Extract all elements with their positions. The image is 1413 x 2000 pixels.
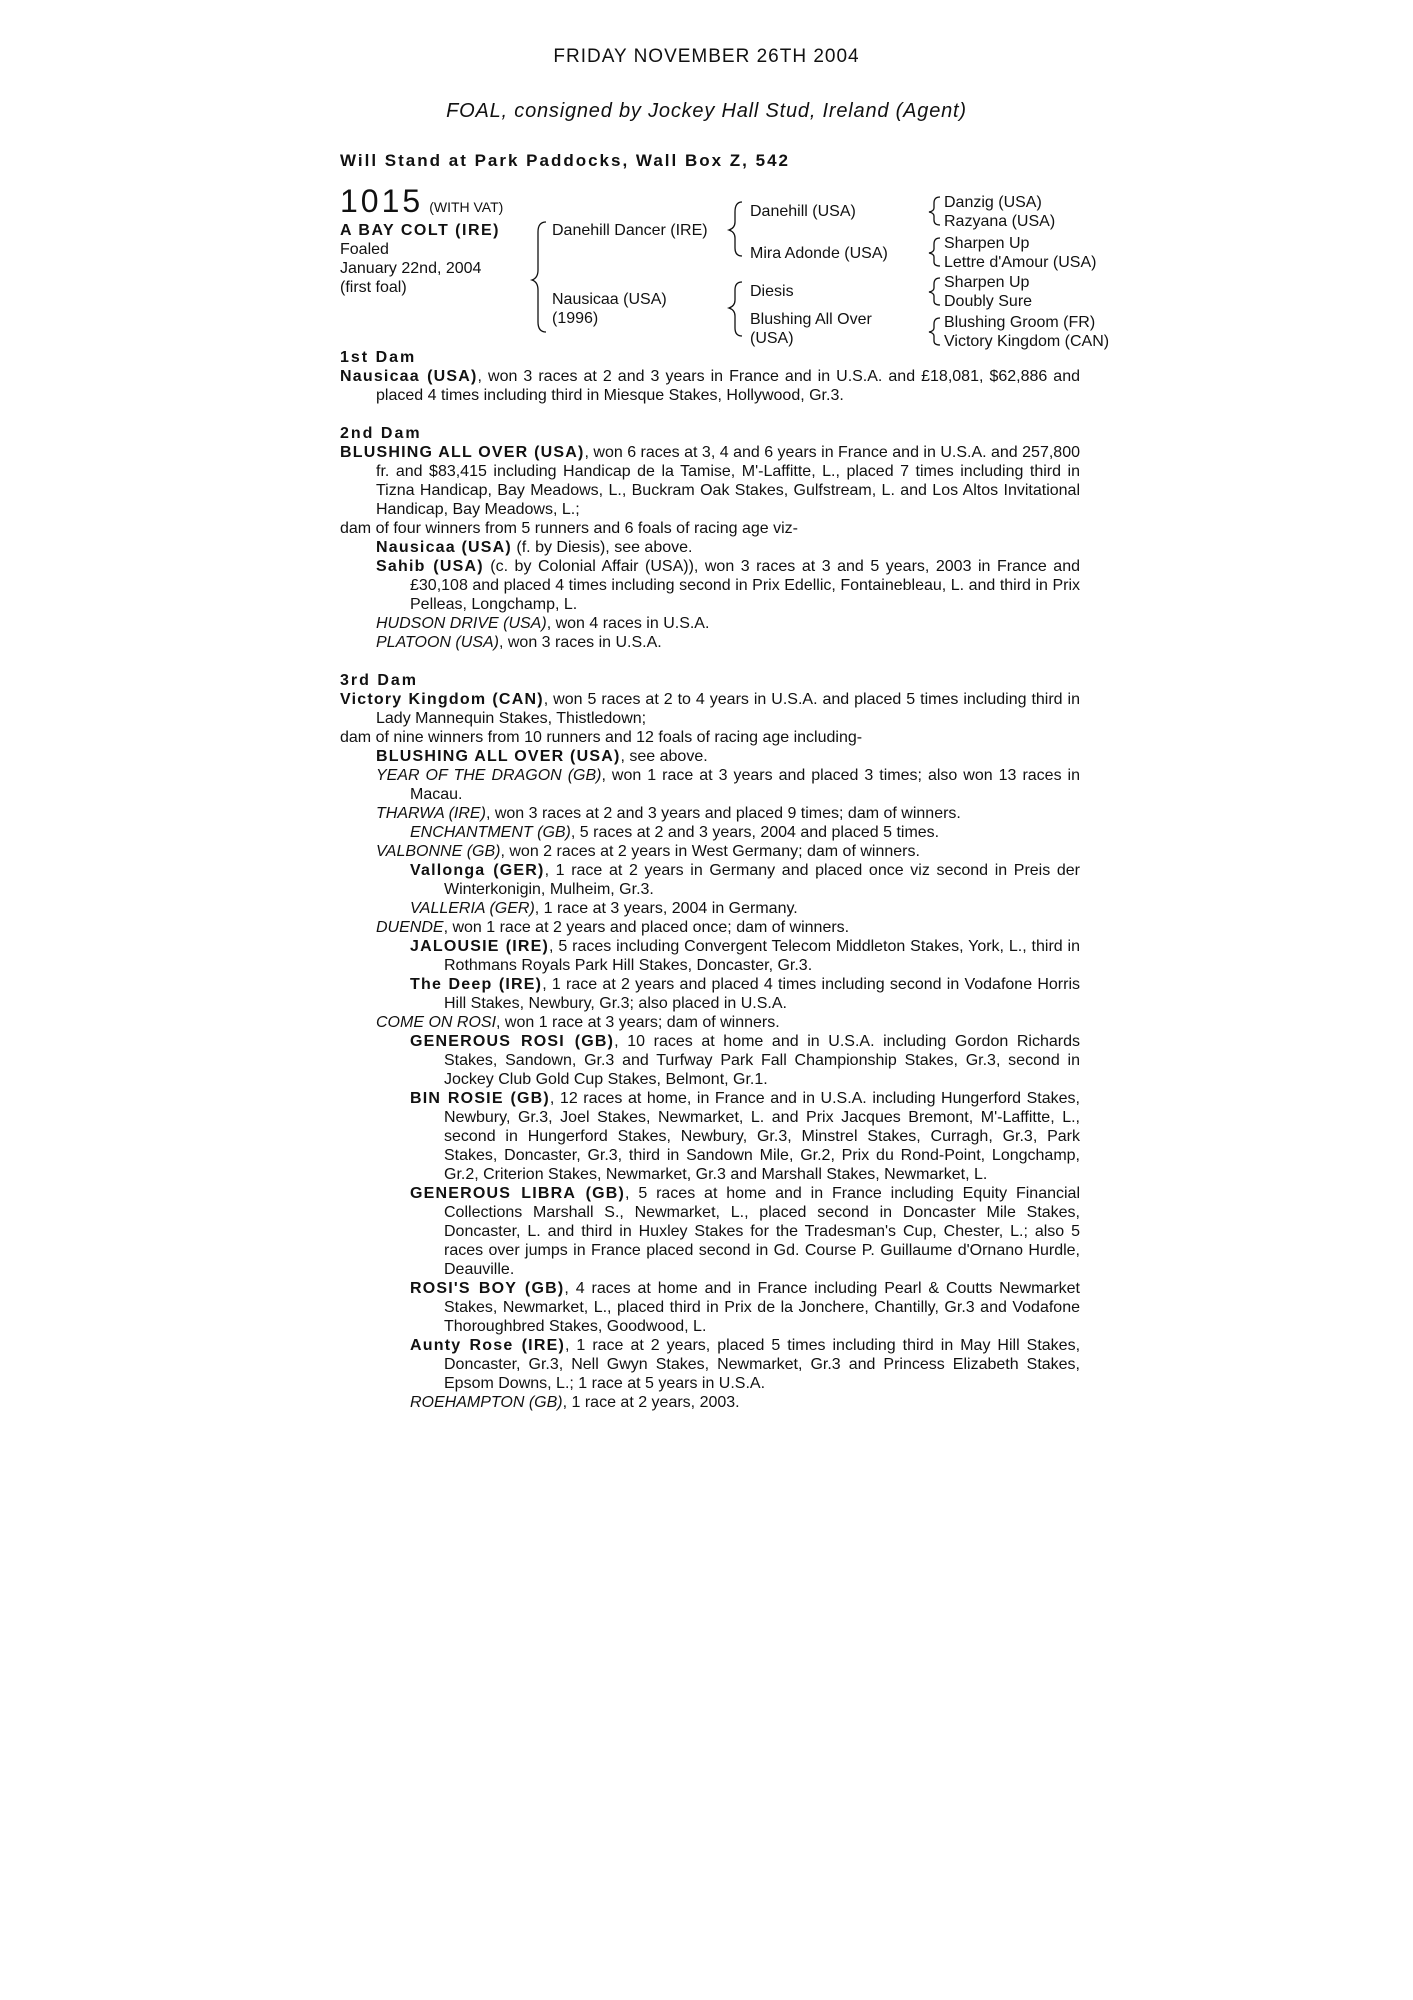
third-dam-progeny-13 bbox=[340, 1089, 1080, 1184]
foal-note: (first foal) bbox=[340, 279, 407, 296]
progeny-name: Vallonga (GER) bbox=[410, 862, 545, 879]
progeny-text: , won 1 race at 3 years; dam of winners. bbox=[496, 1014, 780, 1031]
progeny-text: , won 3 races in U.S.A. bbox=[498, 634, 662, 651]
produce-record bbox=[340, 348, 1080, 1412]
progeny-name: YEAR OF THE DRAGON (GB) bbox=[376, 767, 602, 784]
progeny-name: HUDSON DRIVE (USA) bbox=[376, 615, 547, 632]
first-dam-name: Nausicaa (USA) bbox=[340, 368, 478, 385]
third-dam-progeny-7 bbox=[340, 899, 1080, 918]
progeny-text: , see above. bbox=[620, 748, 708, 765]
dam-dam-dam: Victory Kingdom (CAN) bbox=[944, 333, 1110, 350]
sire-dam-dam: Lettre d'Amour (USA) bbox=[944, 254, 1097, 271]
progeny-name: Aunty Rose (IRE) bbox=[410, 1337, 565, 1354]
progeny-text: , 5 races including Convergent Telecom Middleton Stakes, York, L., third in Rothmans Royals Park Hill Stakes, Doncaster, Gr.3. bbox=[444, 938, 1081, 974]
sire: Danehill Dancer (IRE) bbox=[552, 222, 708, 239]
dam-year: (1996) bbox=[552, 310, 599, 327]
third-dam-progeny-9 bbox=[340, 937, 1080, 975]
foaled-label: Foaled bbox=[340, 241, 389, 258]
third-dam-progeny-15 bbox=[340, 1279, 1080, 1336]
first-dam-text: , won 3 races at 2 and 3 years in France and in U.S.A. and £18,081, $62,886 and placed 4 times including third in Miesque Stakes, Hollywood, Gr.3. bbox=[376, 368, 1080, 404]
progeny-text: , 1 race at 2 years and placed 4 times including second in Vodafone Horris Hill Stakes, Newbury, Gr.3; also placed in U.S.A. bbox=[444, 976, 1080, 1012]
foaled-date: January 22nd, 2004 bbox=[340, 260, 482, 277]
dam-name: Nausicaa (USA) bbox=[552, 291, 667, 308]
lot-number: 1015 bbox=[340, 183, 424, 219]
progeny-text: , 4 races at home and in France including Pearl & Coutts Newmarket Stakes, Newmarket, L., placed third in Prix de la Jonchere, Chantilly, Gr.3 and Vodafone Thoroughbred Stakes, Goodwood, L. bbox=[444, 1280, 1080, 1335]
second-dam-progeny-2 bbox=[340, 557, 1080, 614]
progeny-text: , 1 race at 3 years, 2004 in Germany. bbox=[534, 900, 798, 917]
third-dam-progeny-2 bbox=[340, 766, 1080, 804]
second-dam-progeny-1 bbox=[340, 538, 1080, 557]
progeny-name: Sahib (USA) bbox=[376, 558, 484, 575]
third-dam-progeny-14 bbox=[340, 1184, 1080, 1279]
second-dam-name: BLUSHING ALL OVER (USA) bbox=[340, 444, 585, 461]
third-dam-progeny-5 bbox=[340, 842, 1080, 861]
progeny-text: , 12 races at home, in France and in U.S.A. including Hungerford Stakes, Newbury, Gr.3, Joel Stakes, Newmarket, L. and Prix Jacques Bremont, M'-Laffitte, L., second in Hungerford Stakes, Newbury, Gr.3, Minstrel Stakes, Curragh, Gr.3, Park Stakes, Doncaster, Gr.3, third in Sandown Mile, Gr.2, Prix du Rond-Point, Longchamp, Gr.2, Criterion Stakes, Newmarket, Gr.3 and Marshall Stakes, Newmarket, L. bbox=[444, 1090, 1080, 1183]
third-dam-progeny-10 bbox=[340, 975, 1080, 1013]
sale-date: FRIDAY NOVEMBER 26TH 2004 bbox=[553, 46, 860, 67]
progeny-name: ROEHAMPTON (GB) bbox=[410, 1394, 563, 1411]
first-dam-heading: 1st Dam bbox=[340, 349, 417, 366]
progeny-text: , 1 race at 2 years in Germany and placed once viz second in Preis der Winterkonigin, Mulheim, Gr.3. bbox=[444, 862, 1081, 898]
sire-dam: Mira Adonde (USA) bbox=[750, 245, 888, 262]
progeny-text: , 5 races at home and in France including Equity Financial Collections Marshall S., Newmarket, L., placed second in Doncaster Mile Stakes, Doncaster, L. and third in Huxley Stakes for the Tradesman's Cup, Chester, L.; also 5 races over jumps in France placed second in Gd. Course P. Guillaume d'Ornano Hurdle, Deauville. bbox=[444, 1185, 1080, 1278]
third-dam-progeny-8 bbox=[340, 918, 1080, 937]
progeny-text: (f. by Diesis), see above. bbox=[511, 539, 693, 556]
progeny-text: , won 1 race at 3 years and placed 3 times; also won 13 races in Macau. bbox=[410, 767, 1081, 803]
progeny-name: COME ON ROSI bbox=[376, 1014, 497, 1031]
dam-dam-line1: Blushing All Over bbox=[750, 311, 872, 328]
dam-dam-sire: Blushing Groom (FR) bbox=[944, 314, 1096, 331]
progeny-text: , 10 races at home and in U.S.A. including Gordon Richards Stakes, Sandown, Gr.3 and Turfway Park Fall Championship Stakes, Gr.3, second in Jockey Club Gold Cup Stakes, Belmont, Gr.1. bbox=[444, 1033, 1080, 1088]
progeny-name: DUENDE bbox=[376, 919, 444, 936]
second-dam-entry bbox=[340, 443, 1080, 519]
third-dam-entry bbox=[340, 690, 1080, 728]
sire-dam-sire: Sharpen Up bbox=[944, 235, 1030, 252]
progeny-text: , won 2 races at 2 years in West Germany; dam of winners. bbox=[500, 843, 920, 860]
progeny-text: , 1 race at 2 years, 2003. bbox=[562, 1394, 740, 1411]
third-dam-progeny-11 bbox=[340, 1013, 1080, 1032]
dam-sire-dam: Doubly Sure bbox=[944, 293, 1033, 310]
dam-sire: Diesis bbox=[750, 283, 794, 300]
third-dam-heading: 3rd Dam bbox=[340, 672, 419, 689]
third-dam-name: Victory Kingdom (CAN) bbox=[340, 691, 544, 708]
progeny-name: PLATOON (USA) bbox=[376, 634, 499, 651]
progeny-name: ROSI'S BOY (GB) bbox=[410, 1280, 565, 1297]
progeny-text: , 5 races at 2 and 3 years, 2004 and placed 5 times. bbox=[570, 824, 940, 841]
progeny-text: , 1 race at 2 years, placed 5 times including third in May Hill Stakes, Doncaster, Gr.3, Nell Gwyn Stakes, Newmarket, Gr.3 and Princess Elizabeth Stakes, Epsom Downs, L.; 1 race at 5 years in U.S.A. bbox=[444, 1337, 1081, 1392]
progeny-name: THARWA (IRE) bbox=[376, 805, 486, 822]
progeny-text: , won 4 races in U.S.A. bbox=[546, 615, 710, 632]
stand-location: Will Stand at Park Paddocks, Wall Box Z, 542 bbox=[340, 151, 790, 170]
progeny-name: Nausicaa (USA) bbox=[376, 539, 512, 556]
dam-dam-line2: (USA) bbox=[750, 330, 794, 347]
progeny-name: JALOUSIE (IRE) bbox=[410, 938, 550, 955]
progeny-text: , won 1 race at 2 years and placed once; dam of winners. bbox=[443, 919, 850, 936]
first-dam-entry bbox=[340, 367, 1080, 405]
progeny-name: GENEROUS LIBRA (GB) bbox=[410, 1185, 626, 1202]
third-dam-produce-summary: dam of nine winners from 10 runners and 12 foals of racing age including- bbox=[340, 729, 863, 746]
lot-description: A BAY COLT (IRE) bbox=[340, 222, 501, 239]
progeny-name: VALBONNE (GB) bbox=[376, 843, 501, 860]
third-dam-progeny-16 bbox=[340, 1336, 1080, 1393]
progeny-name: The Deep (IRE) bbox=[410, 976, 543, 993]
dam-sire-sire: Sharpen Up bbox=[944, 274, 1030, 291]
second-dam-progeny-3 bbox=[340, 614, 1080, 633]
vat-note: (WITH VAT) bbox=[429, 199, 504, 215]
second-dam-produce-summary: dam of four winners from 5 runners and 6 foals of racing age viz- bbox=[340, 520, 798, 537]
second-dam-heading: 2nd Dam bbox=[340, 425, 422, 442]
progeny-name: BLUSHING ALL OVER (USA) bbox=[376, 748, 621, 765]
third-dam-text: , won 5 races at 2 to 4 years in U.S.A. and placed 5 times including third in Lady Mannequin Stakes, Thistledown; bbox=[376, 691, 1081, 727]
progeny-text: , won 3 races at 2 and 3 years and placed 9 times; dam of winners. bbox=[485, 805, 961, 822]
third-dam-progeny-17 bbox=[340, 1393, 1080, 1412]
third-dam-progeny-12 bbox=[340, 1032, 1080, 1089]
second-dam-progeny-4 bbox=[340, 633, 1080, 652]
second-dam-text: , won 6 races at 3, 4 and 6 years in France and in U.S.A. and 257,800 fr. and $83,415 including Handicap de la Tamise, M'-Laffitte, L., placed 7 times including third in Tizna Handicap, Bay Meadows, L., Buckram Oak Stakes, Gulfstream, L. and Los Altos Invitational Handicap, Bay Meadows, L.; bbox=[376, 444, 1080, 518]
progeny-name: ENCHANTMENT (GB) bbox=[410, 824, 571, 841]
progeny-name: GENEROUS ROSI (GB) bbox=[410, 1033, 615, 1050]
third-dam-progeny-6 bbox=[340, 861, 1080, 899]
pedigree-braces bbox=[0, 0, 1413, 360]
third-dam-progeny-1 bbox=[340, 747, 1080, 766]
progeny-text: (c. by Colonial Affair (USA)), won 3 races at 3 and 5 years, 2003 in France and £30,108 and placed 4 times including second in Prix Edellic, Fontainebleau, L. and third in Prix Pelleas, Longchamp, L. bbox=[410, 558, 1080, 613]
sire-sire: Danehill (USA) bbox=[750, 203, 856, 220]
consignment-line: FOAL, consigned by Jockey Hall Stud, Ireland (Agent) bbox=[446, 100, 967, 122]
sire-sire-sire: Danzig (USA) bbox=[944, 194, 1042, 211]
third-dam-progeny-4 bbox=[340, 823, 1080, 842]
third-dam-progeny-3 bbox=[340, 804, 1080, 823]
progeny-name: VALLERIA (GER) bbox=[410, 900, 535, 917]
sire-sire-dam: Razyana (USA) bbox=[944, 213, 1056, 230]
progeny-name: BIN ROSIE (GB) bbox=[410, 1090, 550, 1107]
